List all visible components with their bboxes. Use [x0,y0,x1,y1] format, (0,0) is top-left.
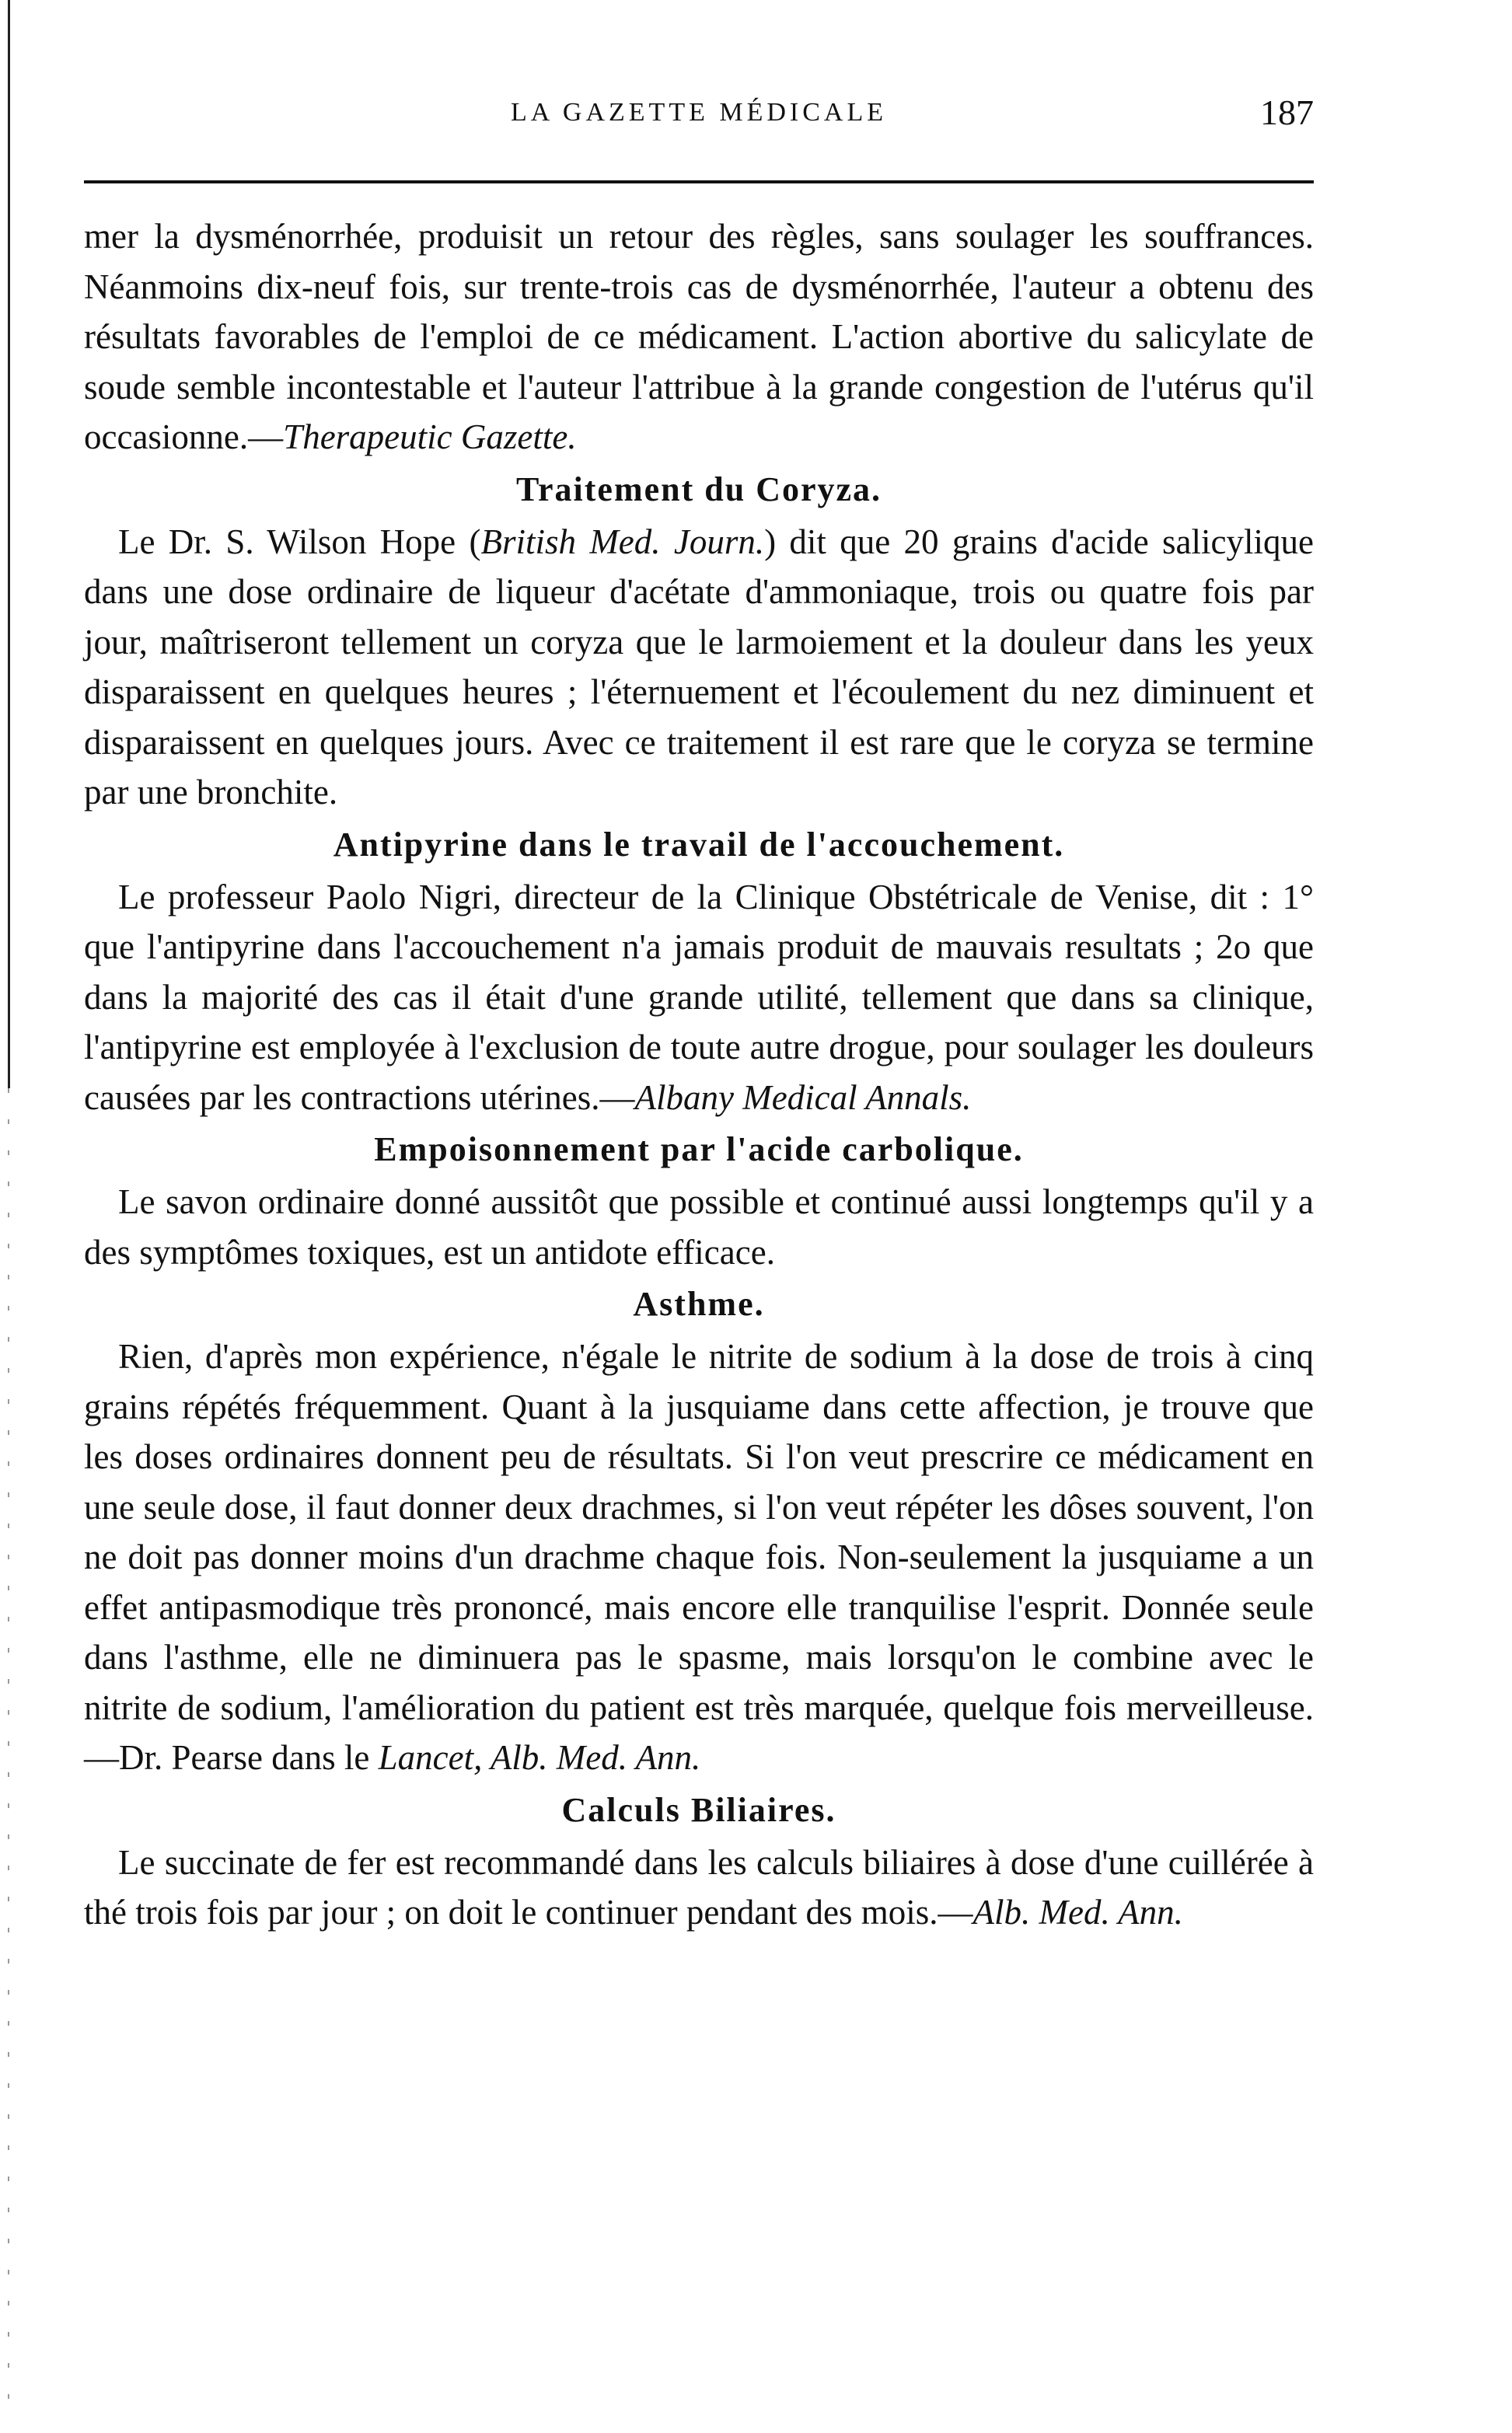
continued-paragraph [84,211,1314,463]
section-heading-asthme: Asthme. [633,1285,765,1323]
paragraph-calculs [84,1838,1314,1938]
paragraph-carbolique [84,1177,1314,1277]
paragraph-text: Le Dr. S. Wilson Hope ( [118,522,481,561]
citation: British Med. Journ. [480,522,765,561]
page-edge-dotted-line [8,1088,9,2410]
paragraph-antipyrine [84,872,1314,1123]
running-title: LA GAZETTE MÉDICALE [510,98,888,127]
page-header [84,92,1314,146]
section-heading-calculs: Calculs Biliaires. [561,1790,836,1829]
page-number: 187 [1260,93,1314,132]
section-heading-antipyrine: Antipyrine dans le travail de l'accouchement. [333,825,1065,864]
paragraph-text: ) dit que 20 grains d'acide salicylique dans une dose ordinaire de liqueur d'acétate d'ammoniaque, trois ou quatre fois par jour, maîtriseront tellement un coryza que le larmoiement et la douleur dans les yeux disparaissent en quelques heures ; l'éternuement et l'écoulement du nez diminuent et disparaissent en quelques jours. Avec ce traitement il est rare que le coryza se termine par une bronchite. [84,522,1314,812]
page-body [84,211,1314,1938]
paragraph-text: Rien, d'après mon expérience, n'égale le nitrite de sodium à la dose de trois à cinq grains répétés fréquemment. Quant à la jusquiame dans cette affection, je trouve que les doses ordinaires donnent peu de résultats. Si l'on veut prescrire ce médicament en une seule dose, il faut donner deux drachmes, si l'on veut répéter les dôses souvent, l'on ne doit pas donner moins d'un drachme chaque fois. Non-seulement la jusquiame a un effet antipasmodique très prononcé, mais encore elle tranquilise l'esprit. Donnée seule dans l'asthme, elle ne diminuera pas le spasme, mais lorsqu'on le combine avec le nitrite de sodium, l'amélioration du patient est très marquée, quelque fois merveilleuse.—Dr. Pearse dans le [84,1337,1314,1777]
paragraph-text: Le savon ordinaire donné aussitôt que possible et continué aussi longtemps qu'il y a des symptômes toxiques, est un antidote efficace. [84,1182,1314,1272]
section-heading-carbolique: Empoisonnement par l'acide carbolique. [374,1130,1024,1168]
paragraph-text: mer la dysménorrhée, produisit un retour des règles, sans soulager les souffrances. Néanmoins dix-neuf fois, sur trente-trois cas de dysménorrhée, l'auteur a obtenu des résultats favorables de l'emploi de ce médicament. L'action abortive du salicylate de soude semble incontestable et l'auteur l'attribue à la grande congestion de l'utérus qu'il occasionne.— [84,217,1314,456]
header-rule [84,180,1314,183]
paragraph-text: Le professeur Paolo Nigri, directeur de la Clinique Obstétricale de Venise, dit : 1° que l'antipyrine dans l'accouchement n'a jamais produit de mauvais resultats ; 2o que dans la majorité des cas il était d'une grande utilité, tellement que dans sa clinique, l'antipyrine est employée à l'exclusion de toute autre drogue, pour soulager les douleurs causées par les contractions utérines.— [84,877,1314,1117]
citation: Therapeutic Gazette. [283,417,577,456]
paragraph-coryza [84,517,1314,818]
citation: Alb. Med. Ann. [972,1893,1183,1932]
page-edge-line [8,0,10,1088]
citation: Lancet, Alb. Med. Ann. [378,1738,701,1777]
paragraph-text: Le succinate de fer est recommandé dans les calculs biliaires à dose d'une cuillérée à thé trois fois par jour ; on doit le continuer pendant des mois.— [84,1842,1314,1932]
section-heading-coryza: Traitement du Coryza. [515,469,882,508]
paragraph-asthme [84,1332,1314,1783]
citation: Albany Medical Annals. [634,1077,972,1117]
